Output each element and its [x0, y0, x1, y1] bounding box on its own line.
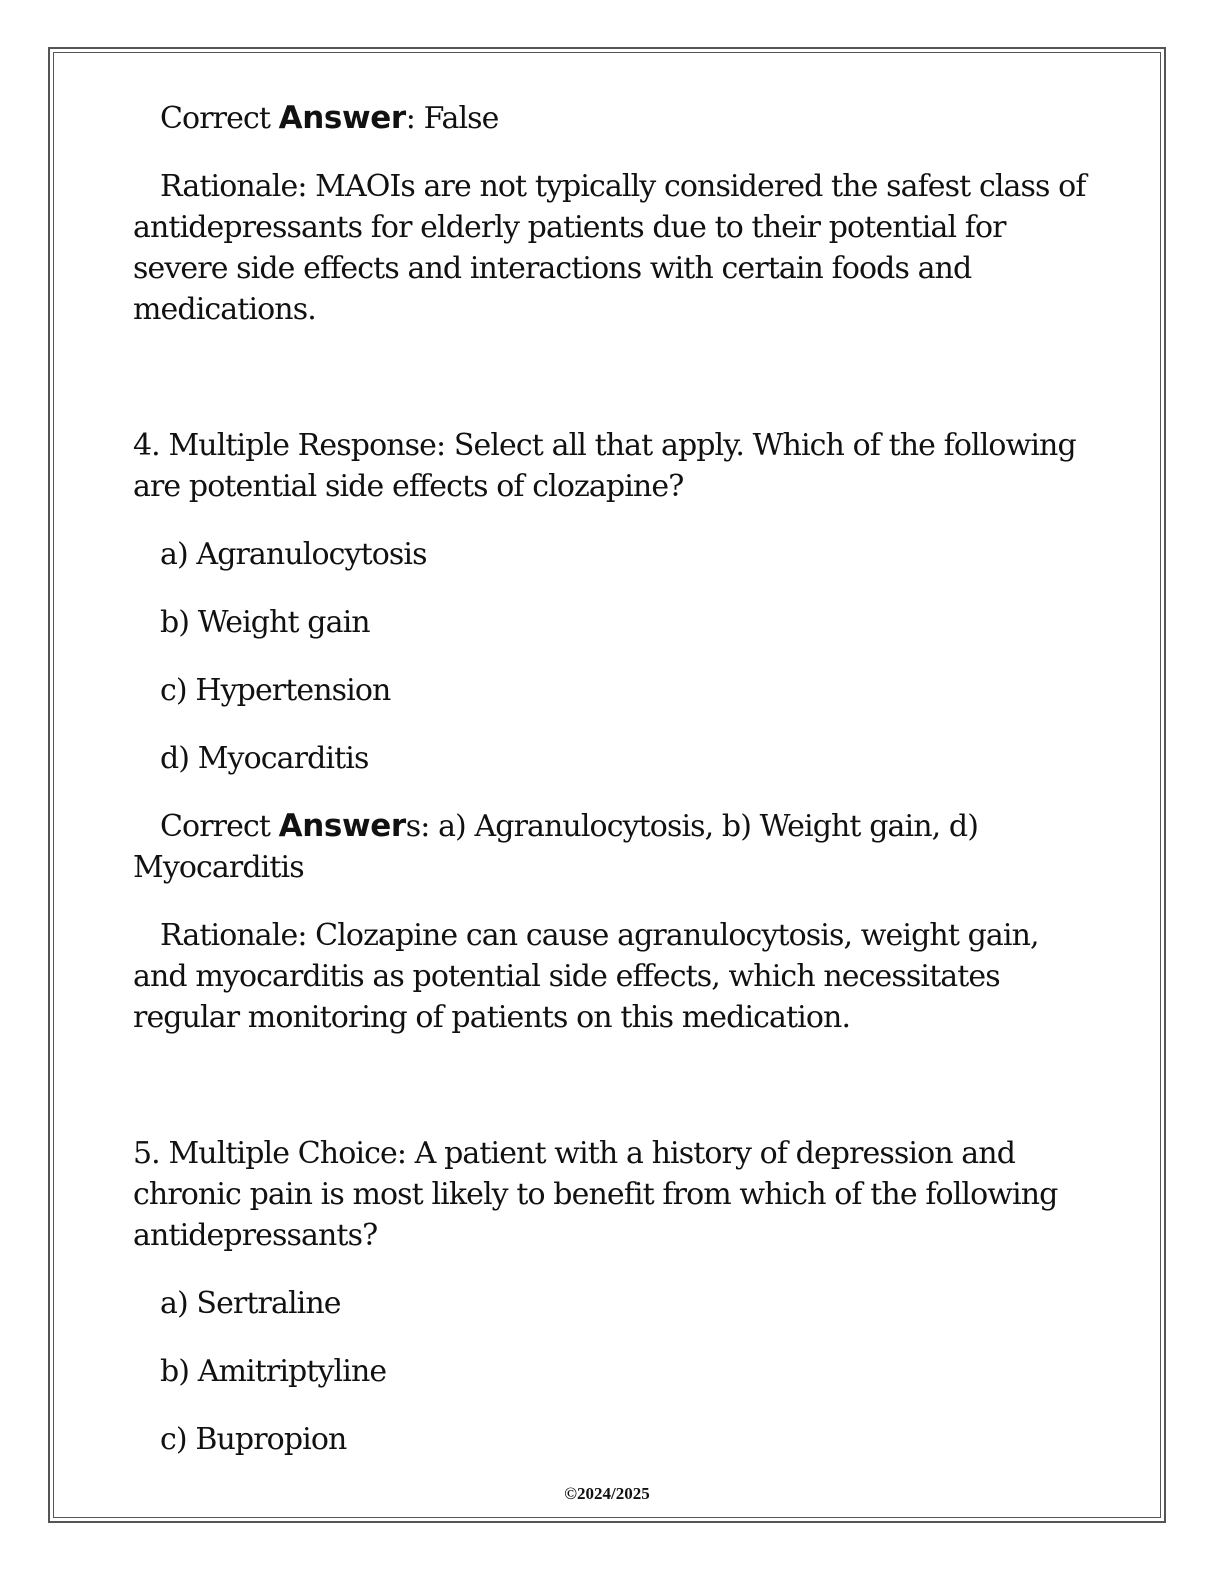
answer-word: Answer	[278, 808, 406, 844]
q4-option-b: b) Weight gain	[160, 605, 370, 640]
q4-correct-answers	[133, 806, 1093, 888]
correct-value: : False	[405, 101, 499, 136]
q4-rationale: Rationale: Clozapine can cause agranulocytosis, weight gain, and myocarditis as potential side effects, which necessitates regular monitoring of patients on this medication.	[133, 918, 1039, 1035]
q4-question: 4. Multiple Response: Select all that apply. Which of the following are potential side effects of clozapine?	[133, 428, 1076, 504]
q5-option-c: c) Bupropion	[160, 1422, 347, 1457]
q5-option-b: b) Amitriptyline	[160, 1354, 387, 1389]
q5-question: 5. Multiple Choice: A patient with a history of depression and chronic pain is most likely to benefit from which of the following antidepressants?	[133, 1136, 1058, 1253]
q3-rationale: Rationale: MAOIs are not typically considered the safest class of antidepressants for elderly patients due to their potential for severe side effects and interactions with certain foods and medications.	[133, 169, 1086, 327]
q4-option-d: d) Myocarditis	[160, 741, 369, 776]
q4-option-a: a) Agranulocytosis	[160, 537, 427, 572]
q5-option-a: a) Sertraline	[160, 1286, 341, 1321]
document-body	[133, 98, 1093, 1460]
correct-label: Correct	[160, 809, 279, 844]
q3-correct-answer	[133, 98, 1093, 139]
correct-label: Correct	[160, 101, 279, 136]
correct-value: s: a) Agranulocytosis, b) Weight gain, d) Myocarditis	[133, 809, 979, 885]
answer-word: Answer	[278, 100, 406, 136]
q4-option-c: c) Hypertension	[160, 673, 391, 708]
copyright-footer: ©2024/2025	[564, 1484, 650, 1503]
